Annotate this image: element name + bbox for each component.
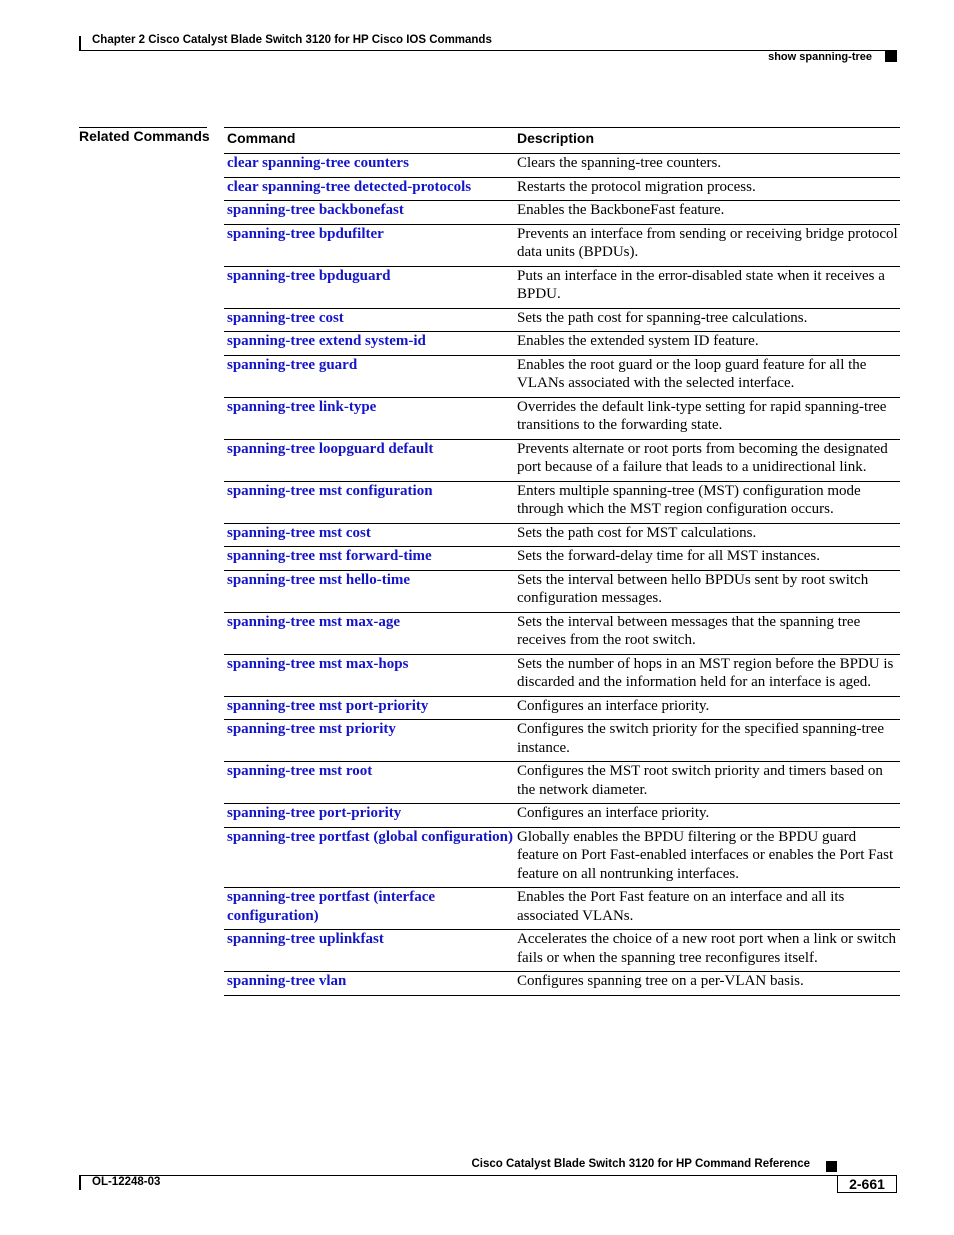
column-header-description: Description xyxy=(514,128,900,154)
table-row xyxy=(224,481,900,523)
footer-block-marker xyxy=(826,1161,837,1172)
command-link[interactable]: spanning-tree mst max-hops xyxy=(224,654,514,696)
table-row xyxy=(224,547,900,571)
command-link[interactable]: spanning-tree mst priority xyxy=(224,720,514,762)
command-description: Accelerates the choice of a new root port when a link or switch fails or when the spanning tree reconfigures itself. xyxy=(514,930,900,972)
page-number: 2-661 xyxy=(837,1175,897,1193)
command-link[interactable]: spanning-tree portfast (interface configuration) xyxy=(224,888,514,930)
command-link[interactable]: spanning-tree mst hello-time xyxy=(224,570,514,612)
related-commands-table xyxy=(224,127,900,996)
command-description: Sets the forward-delay time for all MST instances. xyxy=(514,547,900,571)
table-row xyxy=(224,154,900,178)
command-link[interactable]: clear spanning-tree counters xyxy=(224,154,514,178)
command-description: Configures the MST root switch priority and timers based on the network diameter. xyxy=(514,762,900,804)
table-row xyxy=(224,224,900,266)
command-description: Restarts the protocol migration process. xyxy=(514,177,900,201)
table-row xyxy=(224,439,900,481)
command-description: Enters multiple spanning-tree (MST) configuration mode through which the MST region configuration occurs. xyxy=(514,481,900,523)
table-row xyxy=(224,397,900,439)
command-link[interactable]: spanning-tree mst cost xyxy=(224,523,514,547)
command-description: Sets the path cost for spanning-tree calculations. xyxy=(514,308,900,332)
command-link[interactable]: spanning-tree mst forward-time xyxy=(224,547,514,571)
command-description: Enables the Port Fast feature on an interface and all its associated VLANs. xyxy=(514,888,900,930)
header-left-bar xyxy=(79,36,81,51)
related-commands-heading: Related Commands xyxy=(79,128,210,144)
doc-number: OL-12248-03 xyxy=(92,1176,161,1188)
command-description: Puts an interface in the error-disabled state when it receives a BPDU. xyxy=(514,266,900,308)
chapter-title: Chapter 2 Cisco Catalyst Blade Switch 3120 for HP Cisco IOS Commands xyxy=(92,34,492,46)
command-description: Sets the interval between hello BPDUs sent by root switch configuration messages. xyxy=(514,570,900,612)
table-row xyxy=(224,696,900,720)
command-description: Enables the extended system ID feature. xyxy=(514,332,900,356)
command-description: Clears the spanning-tree counters. xyxy=(514,154,900,178)
command-link[interactable]: spanning-tree cost xyxy=(224,308,514,332)
command-link[interactable]: clear spanning-tree detected-protocols xyxy=(224,177,514,201)
footer-left-bar xyxy=(79,1175,81,1190)
command-description: Enables the root guard or the loop guard feature for all the VLANs associated with the selected interface. xyxy=(514,355,900,397)
command-description: Sets the number of hops in an MST region before the BPDU is discarded and the information held for an interface is aged. xyxy=(514,654,900,696)
table-body xyxy=(224,154,900,996)
table-row xyxy=(224,827,900,888)
command-description: Prevents an interface from sending or receiving bridge protocol data units (BPDUs). xyxy=(514,224,900,266)
table-row xyxy=(224,355,900,397)
table-row xyxy=(224,804,900,828)
table-row xyxy=(224,720,900,762)
table-row xyxy=(224,570,900,612)
command-description: Sets the interval between messages that the spanning tree receives from the root switch. xyxy=(514,612,900,654)
command-description: Sets the path cost for MST calculations. xyxy=(514,523,900,547)
command-description: Configures the switch priority for the specified spanning-tree instance. xyxy=(514,720,900,762)
command-link[interactable]: spanning-tree extend system-id xyxy=(224,332,514,356)
command-link[interactable]: spanning-tree uplinkfast xyxy=(224,930,514,972)
command-link[interactable]: spanning-tree loopguard default xyxy=(224,439,514,481)
command-link[interactable]: spanning-tree mst max-age xyxy=(224,612,514,654)
table-row xyxy=(224,762,900,804)
command-link[interactable]: spanning-tree vlan xyxy=(224,972,514,996)
table-row xyxy=(224,654,900,696)
command-link[interactable]: spanning-tree mst configuration xyxy=(224,481,514,523)
command-link[interactable]: spanning-tree bpduguard xyxy=(224,266,514,308)
table-header-row xyxy=(224,128,900,154)
table-row xyxy=(224,177,900,201)
table-row xyxy=(224,930,900,972)
command-description: Configures an interface priority. xyxy=(514,804,900,828)
command-link[interactable]: spanning-tree guard xyxy=(224,355,514,397)
command-description: Prevents alternate or root ports from becoming the designated port because of a failure that leads to a unidirectional link. xyxy=(514,439,900,481)
command-description: Globally enables the BPDU filtering or the BPDU guard feature on Port Fast-enabled interfaces or enables the Port Fast feature on all nontrunking interfaces. xyxy=(514,827,900,888)
command-description: Configures an interface priority. xyxy=(514,696,900,720)
command-description: Configures spanning tree on a per-VLAN basis. xyxy=(514,972,900,996)
command-link[interactable]: spanning-tree backbonefast xyxy=(224,201,514,225)
command-description: Enables the BackboneFast feature. xyxy=(514,201,900,225)
header-block-marker xyxy=(885,50,897,62)
command-link[interactable]: spanning-tree port-priority xyxy=(224,804,514,828)
table-row xyxy=(224,332,900,356)
command-link[interactable]: spanning-tree mst root xyxy=(224,762,514,804)
table-row xyxy=(224,201,900,225)
column-header-command: Command xyxy=(224,128,514,154)
command-link[interactable]: spanning-tree bpdufilter xyxy=(224,224,514,266)
command-link[interactable]: spanning-tree link-type xyxy=(224,397,514,439)
command-link[interactable]: spanning-tree portfast (global configuration) xyxy=(224,827,514,888)
table-row xyxy=(224,523,900,547)
table-row xyxy=(224,612,900,654)
section-title: show spanning-tree xyxy=(768,51,872,63)
footer-rule xyxy=(79,1175,897,1176)
table-row xyxy=(224,888,900,930)
footer-title: Cisco Catalyst Blade Switch 3120 for HP Command Reference xyxy=(471,1158,810,1170)
table-row xyxy=(224,972,900,996)
table-row xyxy=(224,266,900,308)
command-link[interactable]: spanning-tree mst port-priority xyxy=(224,696,514,720)
table-row xyxy=(224,308,900,332)
command-description: Overrides the default link-type setting for rapid spanning-tree transitions to the forwarding state. xyxy=(514,397,900,439)
